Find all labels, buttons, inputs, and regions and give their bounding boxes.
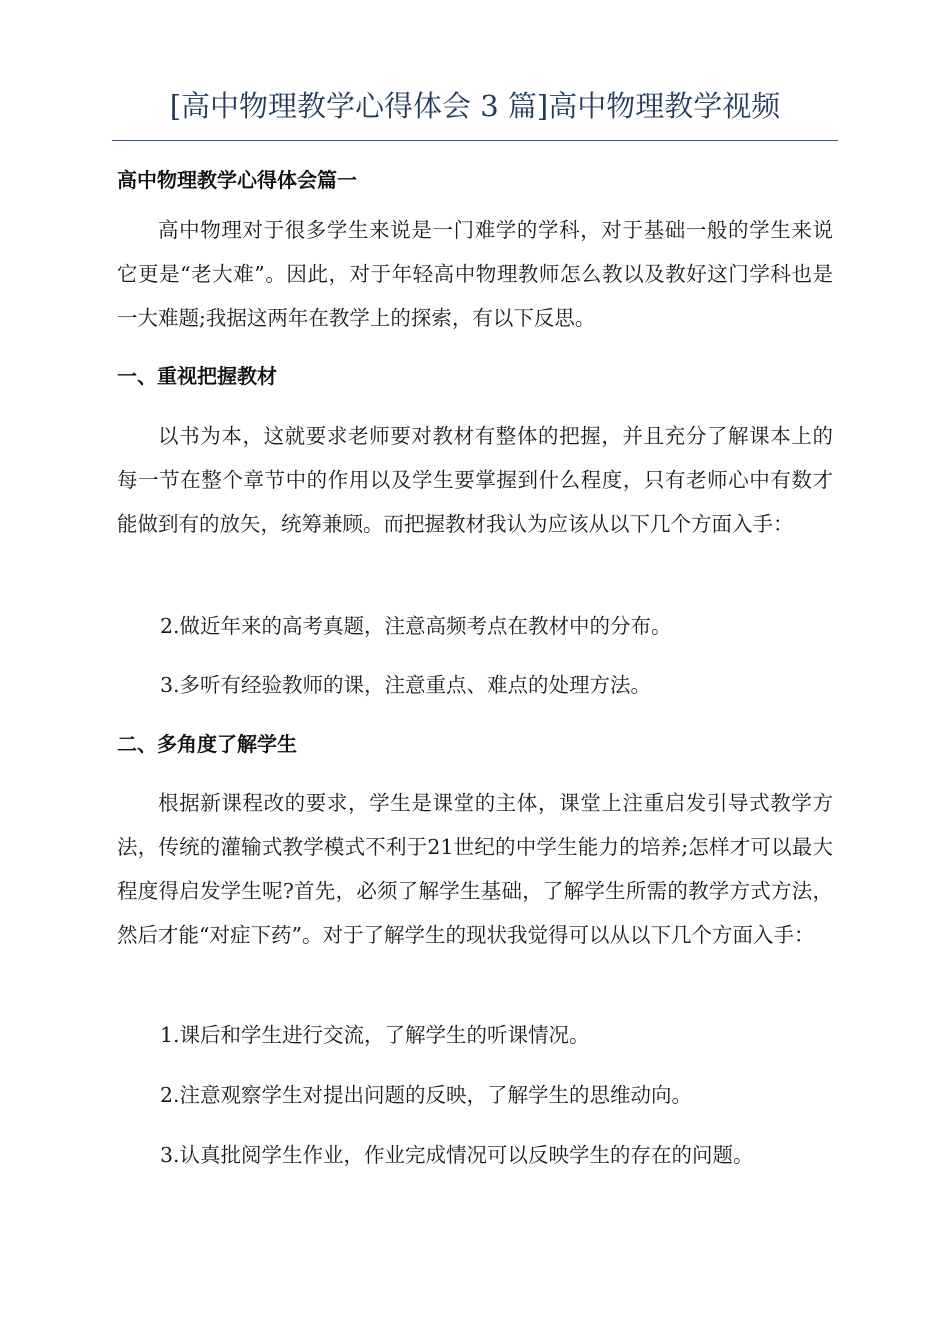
title-divider: [112, 140, 838, 141]
students-paragraph: 根据新课程改的要求，学生是课堂的主体，课堂上注重启发引导式教学方法，传统的灌输式教学模式不利于21世纪的中学生能力的培养;怎样才可以最大程度得启发学生呢?首先，必须了解学生基础，了解学生所需的教学方式方法，然后才能“对症下药”。对于了解学生的现状我觉得可以从以下几个方面入手：: [117, 791, 833, 947]
textbook-paragraph: 以书为本，这就要求老师要对教材有整体的把握，并且充分了解课本上的每一节在整个章节中的作用以及学生要掌握到什么程度，只有老师心中有数才能做到有的放矢，统筹兼顾。而把握教材我认为应该从以下几个方面入手：: [117, 424, 833, 536]
heading-emphasize-textbook: 一、重视把握教材: [117, 364, 277, 388]
textbook-list-item-2: 2.做近年来的高考真题，注意高频考点在教材中的分布。: [160, 614, 672, 638]
section-heading-part-one: 高中物理教学心得体会篇一: [117, 168, 357, 192]
document-title: [高中物理教学心得体会 3 篇]高中物理教学视频: [169, 89, 781, 123]
intro-paragraph: 高中物理对于很多学生来说是一门难学的学科，对于基础一般的学生来说它更是“老大难”。因此，对于年轻高中物理教师怎么教以及教好这门学科也是一大难题;我据这两年在教学上的探索，有以下反思。: [117, 218, 833, 330]
students-list-item-1: 1.课后和学生进行交流，了解学生的听课情况。: [160, 1023, 590, 1047]
textbook-list-item-3: 3.多听有经验教师的课，注意重点、难点的处理方法。: [160, 673, 652, 697]
heading-understand-students: 二、多角度了解学生: [117, 732, 297, 756]
students-list-item-2: 2.注意观察学生对提出问题的反映，了解学生的思维动向。: [160, 1083, 693, 1107]
students-list-item-3: 3.认真批阅学生作业，作业完成情况可以反映学生的存在的问题。: [160, 1143, 754, 1167]
